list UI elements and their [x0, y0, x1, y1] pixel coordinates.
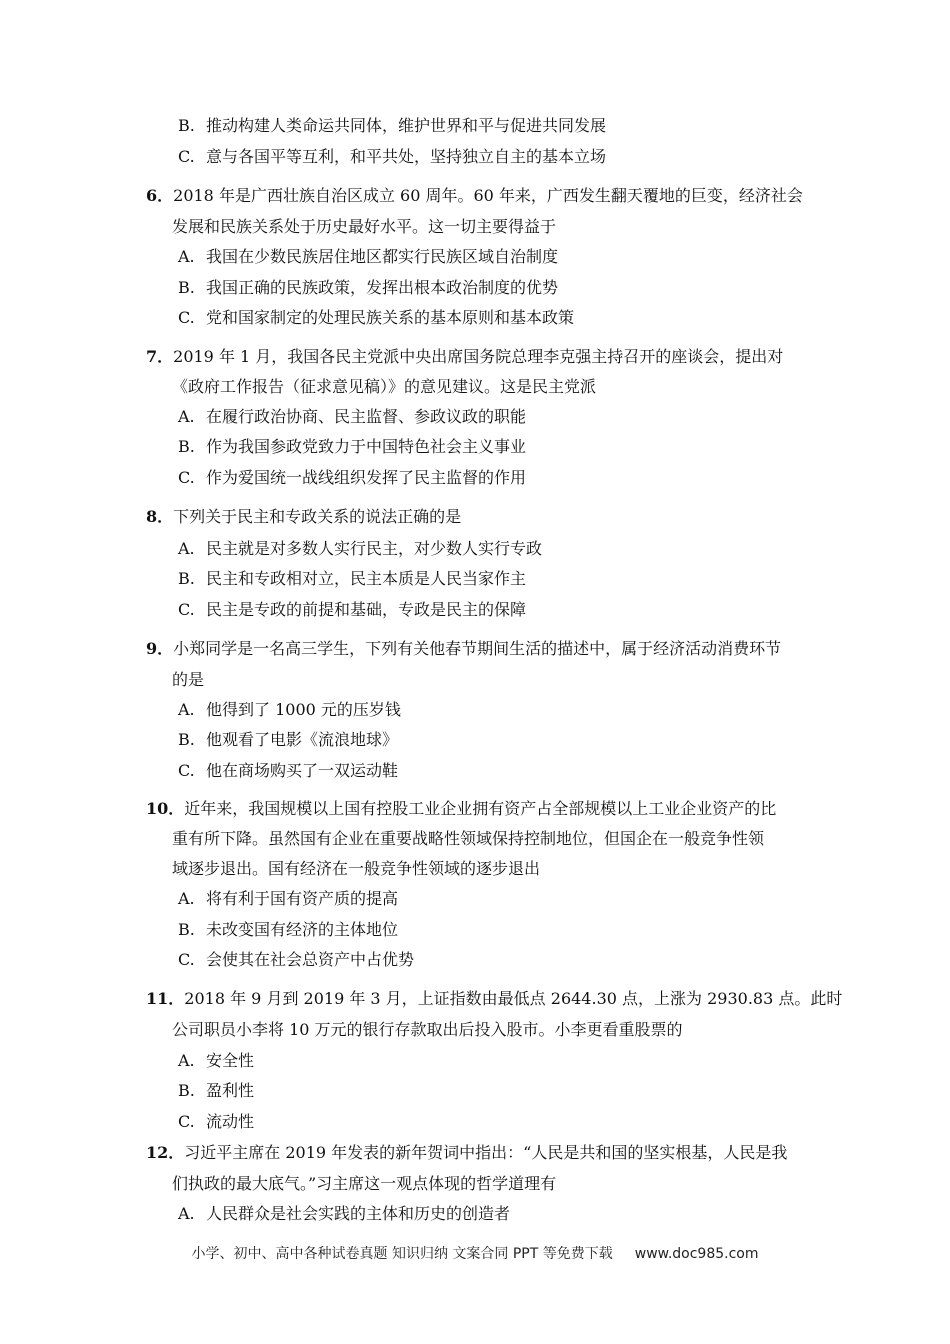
question-10-stem: 10．近年来，我国规模以上国有控股工业企业拥有资产占全部规模以上工业企业资产的比	[146, 799, 777, 818]
question-7-stem: 7．2019 年 1 月，我国各民主党派中央出席国务院总理李克强主持召开的座谈会，提出对	[146, 347, 784, 366]
question-11-option-b: B. 盈利性	[178, 1081, 255, 1100]
page-footer	[0, 1243, 950, 1263]
question-10-stem-line: 重有所下降。虽然国有企业在重要战略性领域保持控制地位，但国企在一般竞争性领	[172, 829, 765, 848]
question-8-stem: 8．下列关于民主和专政关系的说法正确的是	[146, 507, 462, 526]
question-7-option-a: A. 在履行政治协商、民主监督、参政议政的职能	[178, 407, 527, 426]
question-10-option-a: A. 将有利于国有资产质的提高	[178, 889, 399, 908]
question-6-stem: 6．2018 年是广西壮族自治区成立 60 周年。60 年来，广西发生翻天覆地的巨变，经济社会	[146, 186, 803, 205]
question-9-option-a: A. 他得到了 1000 元的压岁钱	[178, 700, 401, 719]
question-8-option-c: C. 民主是专政的前提和基础，专政是民主的保障	[178, 600, 527, 619]
question-9-option-b: B. 他观看了电影《流浪地球》	[178, 730, 399, 749]
question-11-stem-line: 公司职员小李将 10 万元的银行存款取出后投入股市。小李更看重股票的	[172, 1020, 683, 1039]
question-6-option-a: A. 我国在少数民族居住地区都实行民族区域自治制度	[178, 247, 559, 266]
question-9-option-c: C. 他在商场购买了一双运动鞋	[178, 761, 399, 780]
question-7-stem-line: 《政府工作报告（征求意见稿）》的意见建议。这是民主党派	[172, 377, 597, 396]
question-10-option-b: B. 未改变国有经济的主体地位	[178, 920, 399, 939]
footer-text: 小学、初中、高中各种试卷真题 知识归纳 文案合同 PPT 等免费下载	[191, 1246, 613, 1262]
question-12-option-a: A. 人民群众是社会实践的主体和历史的创造者	[178, 1204, 511, 1223]
question-11-option-a: A. 安全性	[178, 1051, 255, 1070]
question-11-stem: 11．2018 年 9 月到 2019 年 3 月，上证指数由最低点 2644.30 点，上涨为 2930.83 点。此时	[146, 989, 843, 1008]
question-6-option-c: C. 党和国家制定的处理民族关系的基本原则和基本政策	[178, 308, 575, 327]
question-10-stem-line: 域逐步退出。国有经济在一般竞争性领域的逐步退出	[172, 859, 541, 878]
question-12-stem: 12．习近平主席在 2019 年发表的新年贺词中指出：“人民是共和国的坚实根基，人民是我	[146, 1143, 788, 1162]
question-8-option-a: A. 民主就是对多数人实行民主，对少数人实行专政	[178, 539, 543, 558]
footer-site-link[interactable]: www.doc985.com	[634, 1246, 759, 1262]
question-6-option-b: B. 我国正确的民族政策，发挥出根本政治制度的优势	[178, 278, 559, 297]
option-c: C. 意与各国平等互利，和平共处，坚持独立自主的基本立场	[178, 147, 607, 166]
question-6-stem-line: 发展和民族关系处于历史最好水平。这一切主要得益于	[172, 217, 557, 236]
question-12-stem-line: 们执政的最大底气。”习主席这一观点体现的哲学道理有	[172, 1174, 557, 1193]
question-7-option-b: B. 作为我国参政党致力于中国特色社会主义事业	[178, 437, 527, 456]
question-10-option-c: C. 会使其在社会总资产中占优势	[178, 950, 415, 969]
option-b: B. 推动构建人类命运共同体，维护世界和平与促进共同发展	[178, 116, 607, 135]
question-7-option-c: C. 作为爱国统一战线组织发挥了民主监督的作用	[178, 468, 527, 487]
question-8-option-b: B. 民主和专政相对立，民主本质是人民当家作主	[178, 569, 527, 588]
question-9-stem-line: 的是	[172, 670, 205, 689]
question-11-option-c: C. 流动性	[178, 1112, 255, 1131]
question-9-stem: 9．小郑同学是一名高三学生，下列有关他春节期间生活的描述中，属于经济活动消费环节	[146, 639, 782, 658]
